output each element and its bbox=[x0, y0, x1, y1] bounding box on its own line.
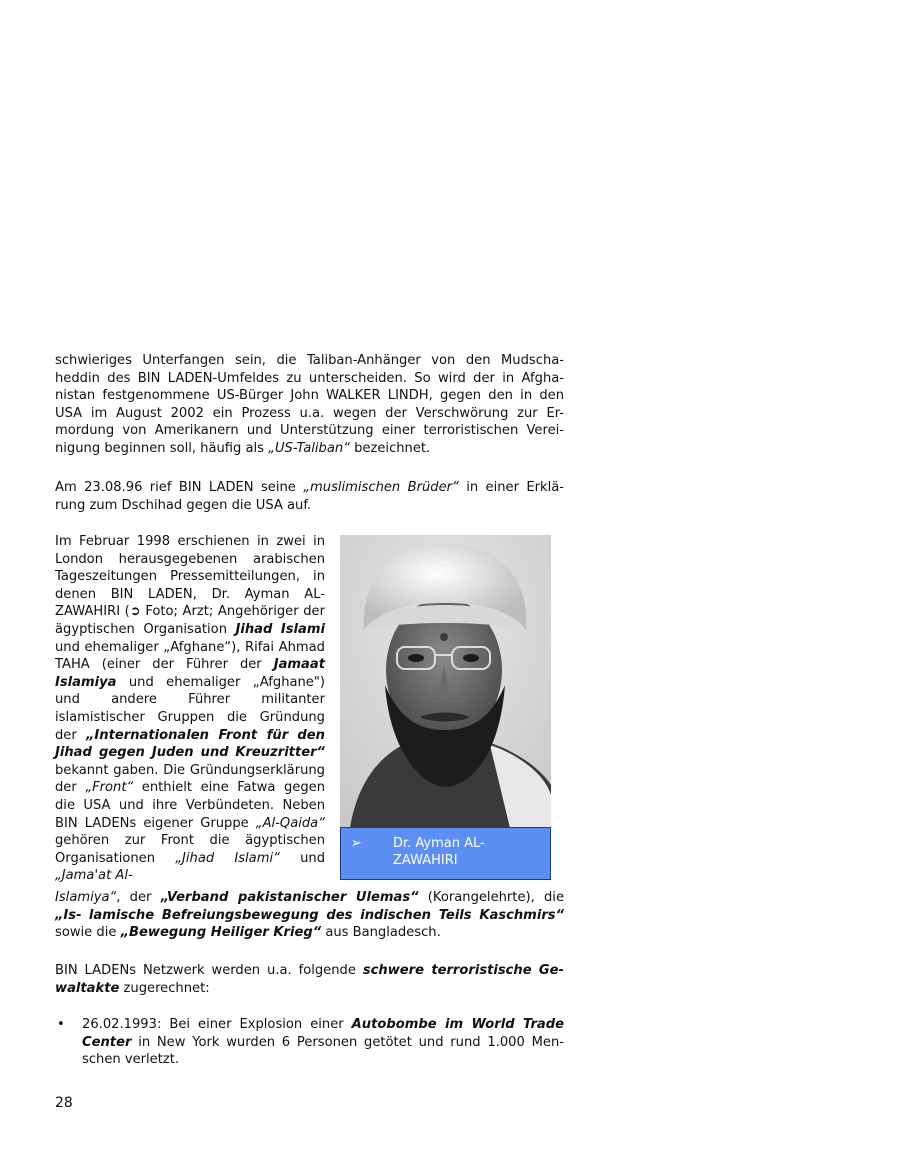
term-muslim-brothers: „muslimischen Brüder“ bbox=[303, 480, 459, 495]
paragraph-terror-acts: BIN LADENs Netzwerk werden u.a. folgende schwere terroristische Ge- waltakte zugerechnet: bbox=[55, 963, 564, 996]
caption-line: ZAWAHIRI bbox=[393, 853, 458, 868]
arrow-right-icon: ➢ bbox=[351, 836, 362, 851]
paragraph-fatwa-1996: Am 23.08.96 rief BIN LADEN seine „muslimischen Brüder“ in einer Erklä- rung zum Dschihad gegen die USA auf. bbox=[55, 480, 564, 513]
portrait-photo bbox=[340, 535, 551, 828]
page-number: 28 bbox=[55, 1095, 73, 1111]
paragraph-front-founding-cont: Islamiya“, der „Verband pakistanischer Ulemas“ (Korangelehrte), die „Is- lamische Befreiungsbewegung des indischen Teils Kaschmirs“ sowie die „Bewegung Heiliger Krieg“ aus Bangladesch. bbox=[55, 890, 564, 941]
term-us-taliban: „US-Taliban“ bbox=[268, 440, 350, 456]
arrow-icon: ➲ bbox=[129, 604, 141, 620]
paragraph-front-founding: Im Februar 1998 erschienen in zwei in London herausgegebenen arabischen Tageszeitungen Pressemitteilungen, in denen BIN LADEN, Dr. Ayman AL- ZAWAHIRI (➲ Foto; Arzt; Angehöriger der ägyptischen Organisation Jihad Islami und ehemaliger „Afghane“), Rifai Ahmad TAHA (einer der Führer der Jamaat Islamiya und ehemaliger „Afghane") und andere Führer militanter islamistischer Gruppen die Gründung der „Internationalen Front für den Jihad gegen Juden und Kreuzritter“ bekannt gaben. Die Gründungserklärung der „Front“ enthielt eine Fatwa gegen die USA und ihre Verbündeten. Neben BIN LADENs eigener Gruppe „Al-Qaida“ gehören zur Front die ägyptischen Organisationen „Jihad Islami“ und „Jama'at Al- bbox=[55, 534, 326, 884]
caption-line: Dr. Ayman AL- bbox=[393, 836, 485, 851]
bullet-icon: • bbox=[57, 1017, 65, 1032]
paragraph-intro: schwieriges Unterfangen sein, die Taliban-Anhänger von den Mudscha- heddin des BIN LADEN-Umfeldes zu unterscheiden. So wird der in Afgha- nistan festgenommene US-Bürger John WALKER LINDH, gegen den in den USA im August 2002 ein Prozess u.a. wegen der Verschwörung zur Er- mordung von Amerikanern und Unterstützung einer terroristischen Verei- nigung beginnen soll, häufig als „US-Taliban“ bezeichnet. bbox=[55, 353, 564, 456]
photo-caption bbox=[340, 827, 551, 880]
list-item: • 26.02.1993: Bei einer Explosion einer Autobombe im World Trade Center in New York wurden 6 Personen getötet und rund 1.000 Men- schen verletzt. bbox=[57, 1017, 564, 1068]
